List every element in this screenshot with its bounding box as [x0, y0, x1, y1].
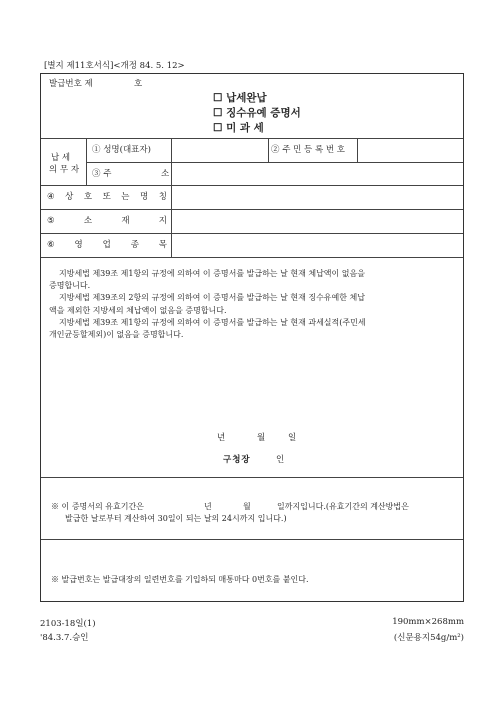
approval-date: '84.3.7.승인	[40, 633, 89, 643]
divider	[268, 138, 269, 162]
divider	[41, 185, 463, 186]
taxpayer-label-2: 의 무 자	[49, 165, 80, 175]
address-label-end: 소	[161, 169, 170, 179]
date-year: 년	[217, 433, 226, 443]
divider	[357, 138, 358, 162]
statement-line: 지방세법 제39조 제1항의 규정에 의하여 이 증명서를 발급하는 날 현재 과세실적(주민세	[59, 317, 366, 327]
taxpayer-label-1: 납 세	[51, 153, 71, 163]
type-non-taxed[interactable]: ☐ 미 과 세	[213, 122, 264, 134]
certification-statements	[49, 268, 457, 341]
statement-line: 지방세법 제39조 제1항의 규정에 의하여 이 증명서를 발급하는 날 현재 체납액이 없음을	[59, 269, 365, 278]
validity-notice: ※ 이 증명서의 유효기간은 년 월 일까지입니다.(유효기간의 계산방법은 발급한 날로부터 계산하여 30일이 되는 날의 24시까지 입니다.)	[51, 502, 409, 523]
issue-no-label: 발급번호 제	[49, 79, 93, 89]
date-day: 일	[288, 433, 297, 443]
type-tax-paid[interactable]: ☐ 납세완납	[213, 92, 267, 104]
seal-mark: 인	[276, 455, 285, 465]
resident-id-label: ② 주 민 등 록 번 호	[271, 145, 345, 155]
divider	[41, 138, 463, 139]
form-code: 2103-18일(1)	[40, 619, 96, 629]
certificate-form	[40, 73, 464, 602]
address-label-num: ③ 주	[92, 169, 112, 179]
divider	[86, 162, 463, 163]
statement-line: 지방세법 제39조의 2항의 규정에 의하여 이 증명서를 발급하는 날 현재 징수유예한 체납	[59, 293, 365, 303]
divider	[41, 257, 463, 258]
issue-number-notice: ※ 발급번호는 발급대장의 일련번호를 기입하되 매통마다 0번호를 붙인다.	[51, 575, 309, 584]
divider	[41, 539, 463, 540]
business-type-label: ⑥ 영 업 종 목	[47, 240, 167, 250]
divider	[41, 477, 463, 478]
form-reference: [별지 제11호서식]<개정 84. 5. 12>	[44, 61, 185, 71]
location-label: ⑤ 소 재 지	[47, 216, 167, 226]
paper-size: 190mm×268mm	[392, 617, 464, 627]
office-title: 구청장	[223, 455, 251, 465]
statement-line: 액을 제외한 지방세의 체납액이 없음을 증명합니다.	[49, 305, 227, 315]
date-month: 월	[257, 433, 266, 443]
paper-type: (신문용지54g/m²)	[393, 633, 464, 643]
divider	[86, 138, 87, 185]
divider	[171, 138, 172, 257]
divider	[41, 233, 463, 234]
type-deferral[interactable]: ☐ 징수유예 증명서	[213, 107, 301, 119]
divider	[41, 209, 463, 210]
name-label: ① 성명(대표자)	[92, 145, 151, 155]
statement-line: 증명합니다.	[49, 281, 91, 291]
issue-no-suffix: 호	[134, 79, 143, 89]
statement-line: 개인균등할제외)이 없음을 증명합니다.	[49, 330, 184, 340]
company-name-label: ④ 상 호 또 는 명 칭	[47, 192, 167, 202]
